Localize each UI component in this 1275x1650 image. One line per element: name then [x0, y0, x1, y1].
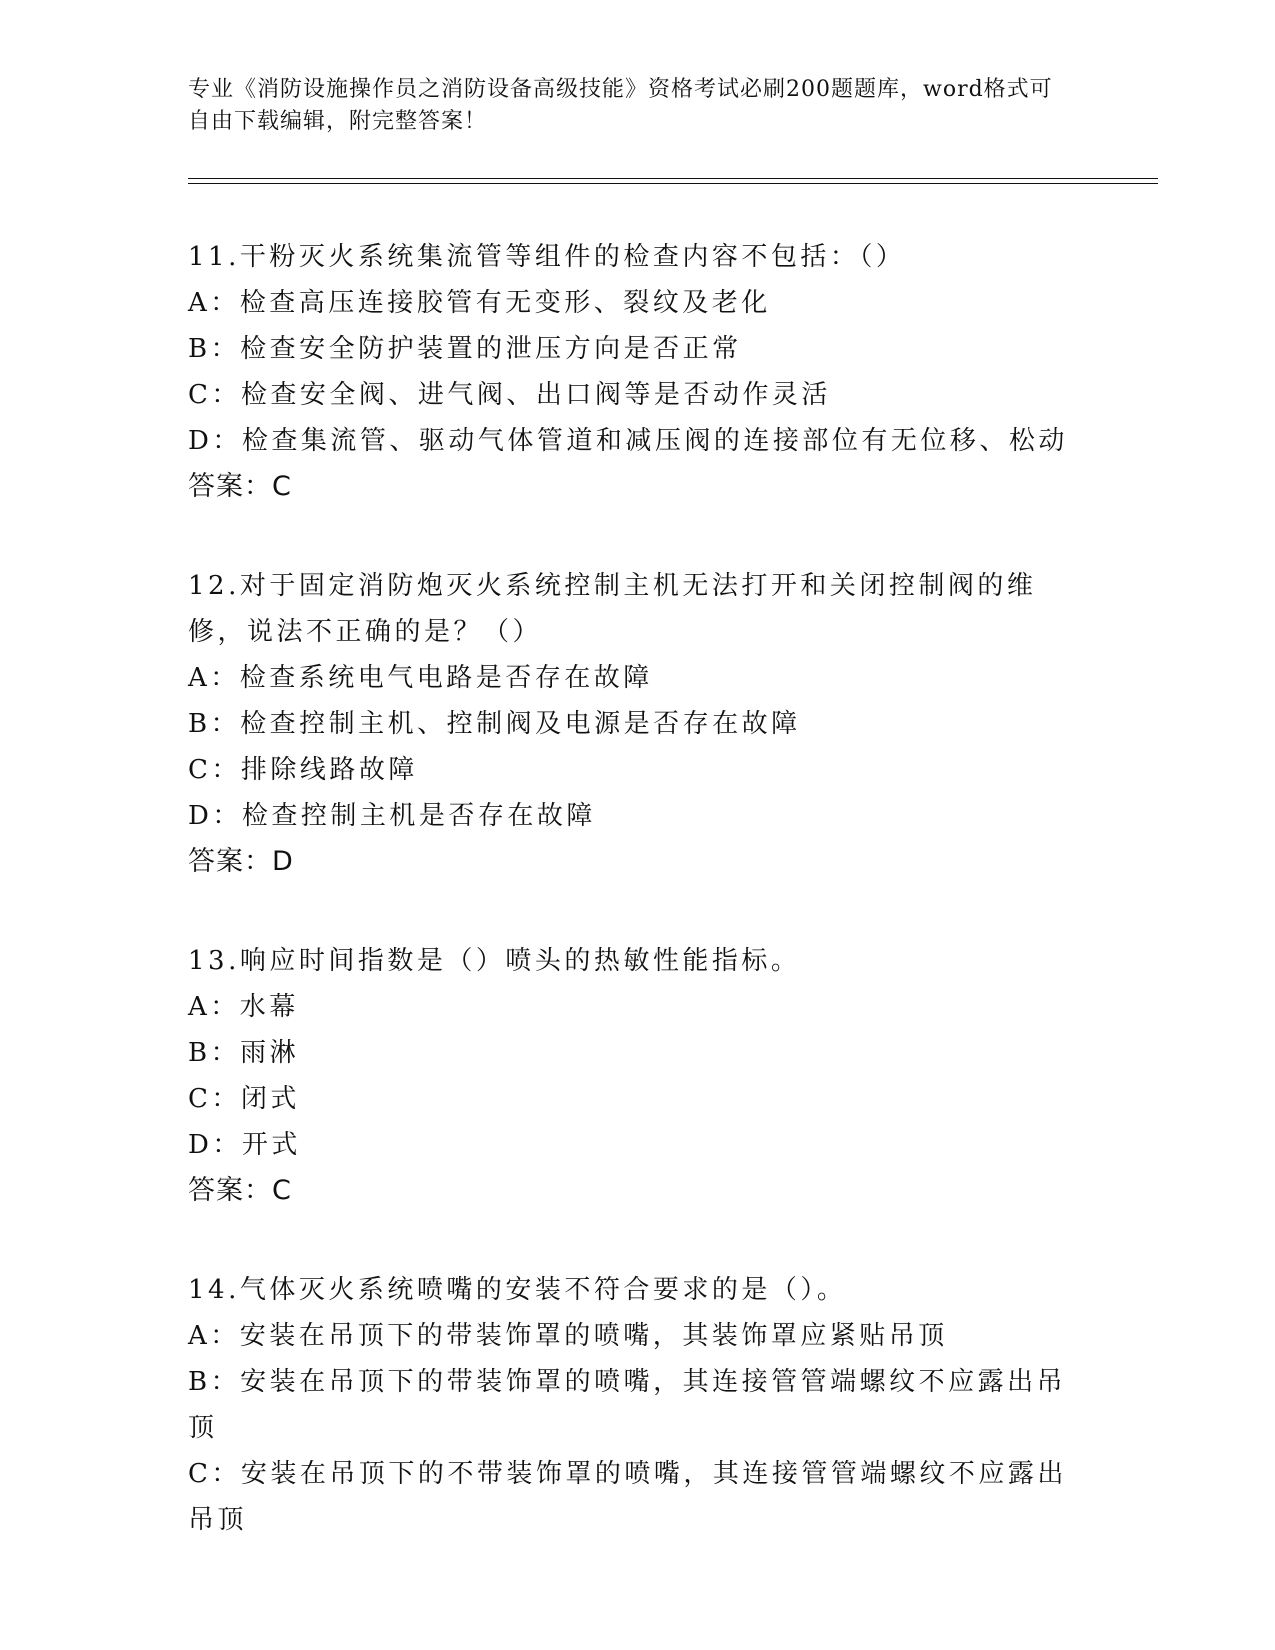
option-d: D：检查控制主机是否存在故障 [188, 801, 596, 831]
option-c: C：检查安全阀、进气阀、出口阀等是否动作灵活 [188, 380, 831, 410]
question-stem: 13.响应时间指数是（）喷头的热敏性能指标。 [188, 946, 801, 976]
option-b: B：雨淋 [188, 1038, 300, 1068]
option-c: C：闭式 [188, 1084, 300, 1114]
answer: 答案：D [188, 846, 294, 877]
option-a: A：安装在吊顶下的带装饰罩的喷嘴，其装饰罩应紧贴吊顶 [188, 1321, 948, 1351]
option-d: D：检查集流管、驱动气体管道和减压阀的连接部位有无位移、松动 [188, 426, 1068, 456]
question-stem: 11.干粉灭火系统集流管等组件的检查内容不包括：（） [188, 242, 906, 272]
answer: 答案：C [188, 471, 292, 502]
option-b: B：检查安全防护装置的泄压方向是否正常 [188, 334, 742, 364]
option-a: A：水幕 [188, 992, 299, 1022]
question-11 [188, 234, 1088, 510]
option-a: A：检查高压连接胶管有无变形、裂纹及老化 [188, 288, 771, 318]
option-c: C：排除线路故障 [188, 755, 418, 785]
question-12 [188, 563, 1088, 885]
question-13 [188, 938, 1088, 1214]
question-stem: 14.气体灭火系统喷嘴的安装不符合要求的是（）。 [188, 1275, 847, 1305]
question-14 [188, 1267, 1088, 1543]
answer: 答案：C [188, 1175, 292, 1206]
question-stem: 12.对于固定消防炮灭火系统控制主机无法打开和关闭控制阀的维修，说法不正确的是？（） [188, 571, 1037, 647]
option-b: B：安装在吊顶下的带装饰罩的喷嘴，其连接管管端螺纹不应露出吊顶 [188, 1367, 1067, 1443]
header-divider-bottom [188, 183, 1158, 184]
header-divider-top [188, 178, 1158, 179]
question-list [188, 234, 1088, 1596]
option-a: A：检查系统电气电路是否存在故障 [188, 663, 653, 693]
option-d: D：开式 [188, 1130, 301, 1160]
option-b: B：检查控制主机、控制阀及电源是否存在故障 [188, 709, 801, 739]
document-header: 专业《消防设施操作员之消防设备高级技能》资格考试必刷200题题库，word格式可自由下载编辑，附完整答案！ [188, 77, 1053, 134]
option-c: C：安装在吊顶下的不带装饰罩的喷嘴，其连接管管端螺纹不应露出吊顶 [188, 1459, 1067, 1535]
